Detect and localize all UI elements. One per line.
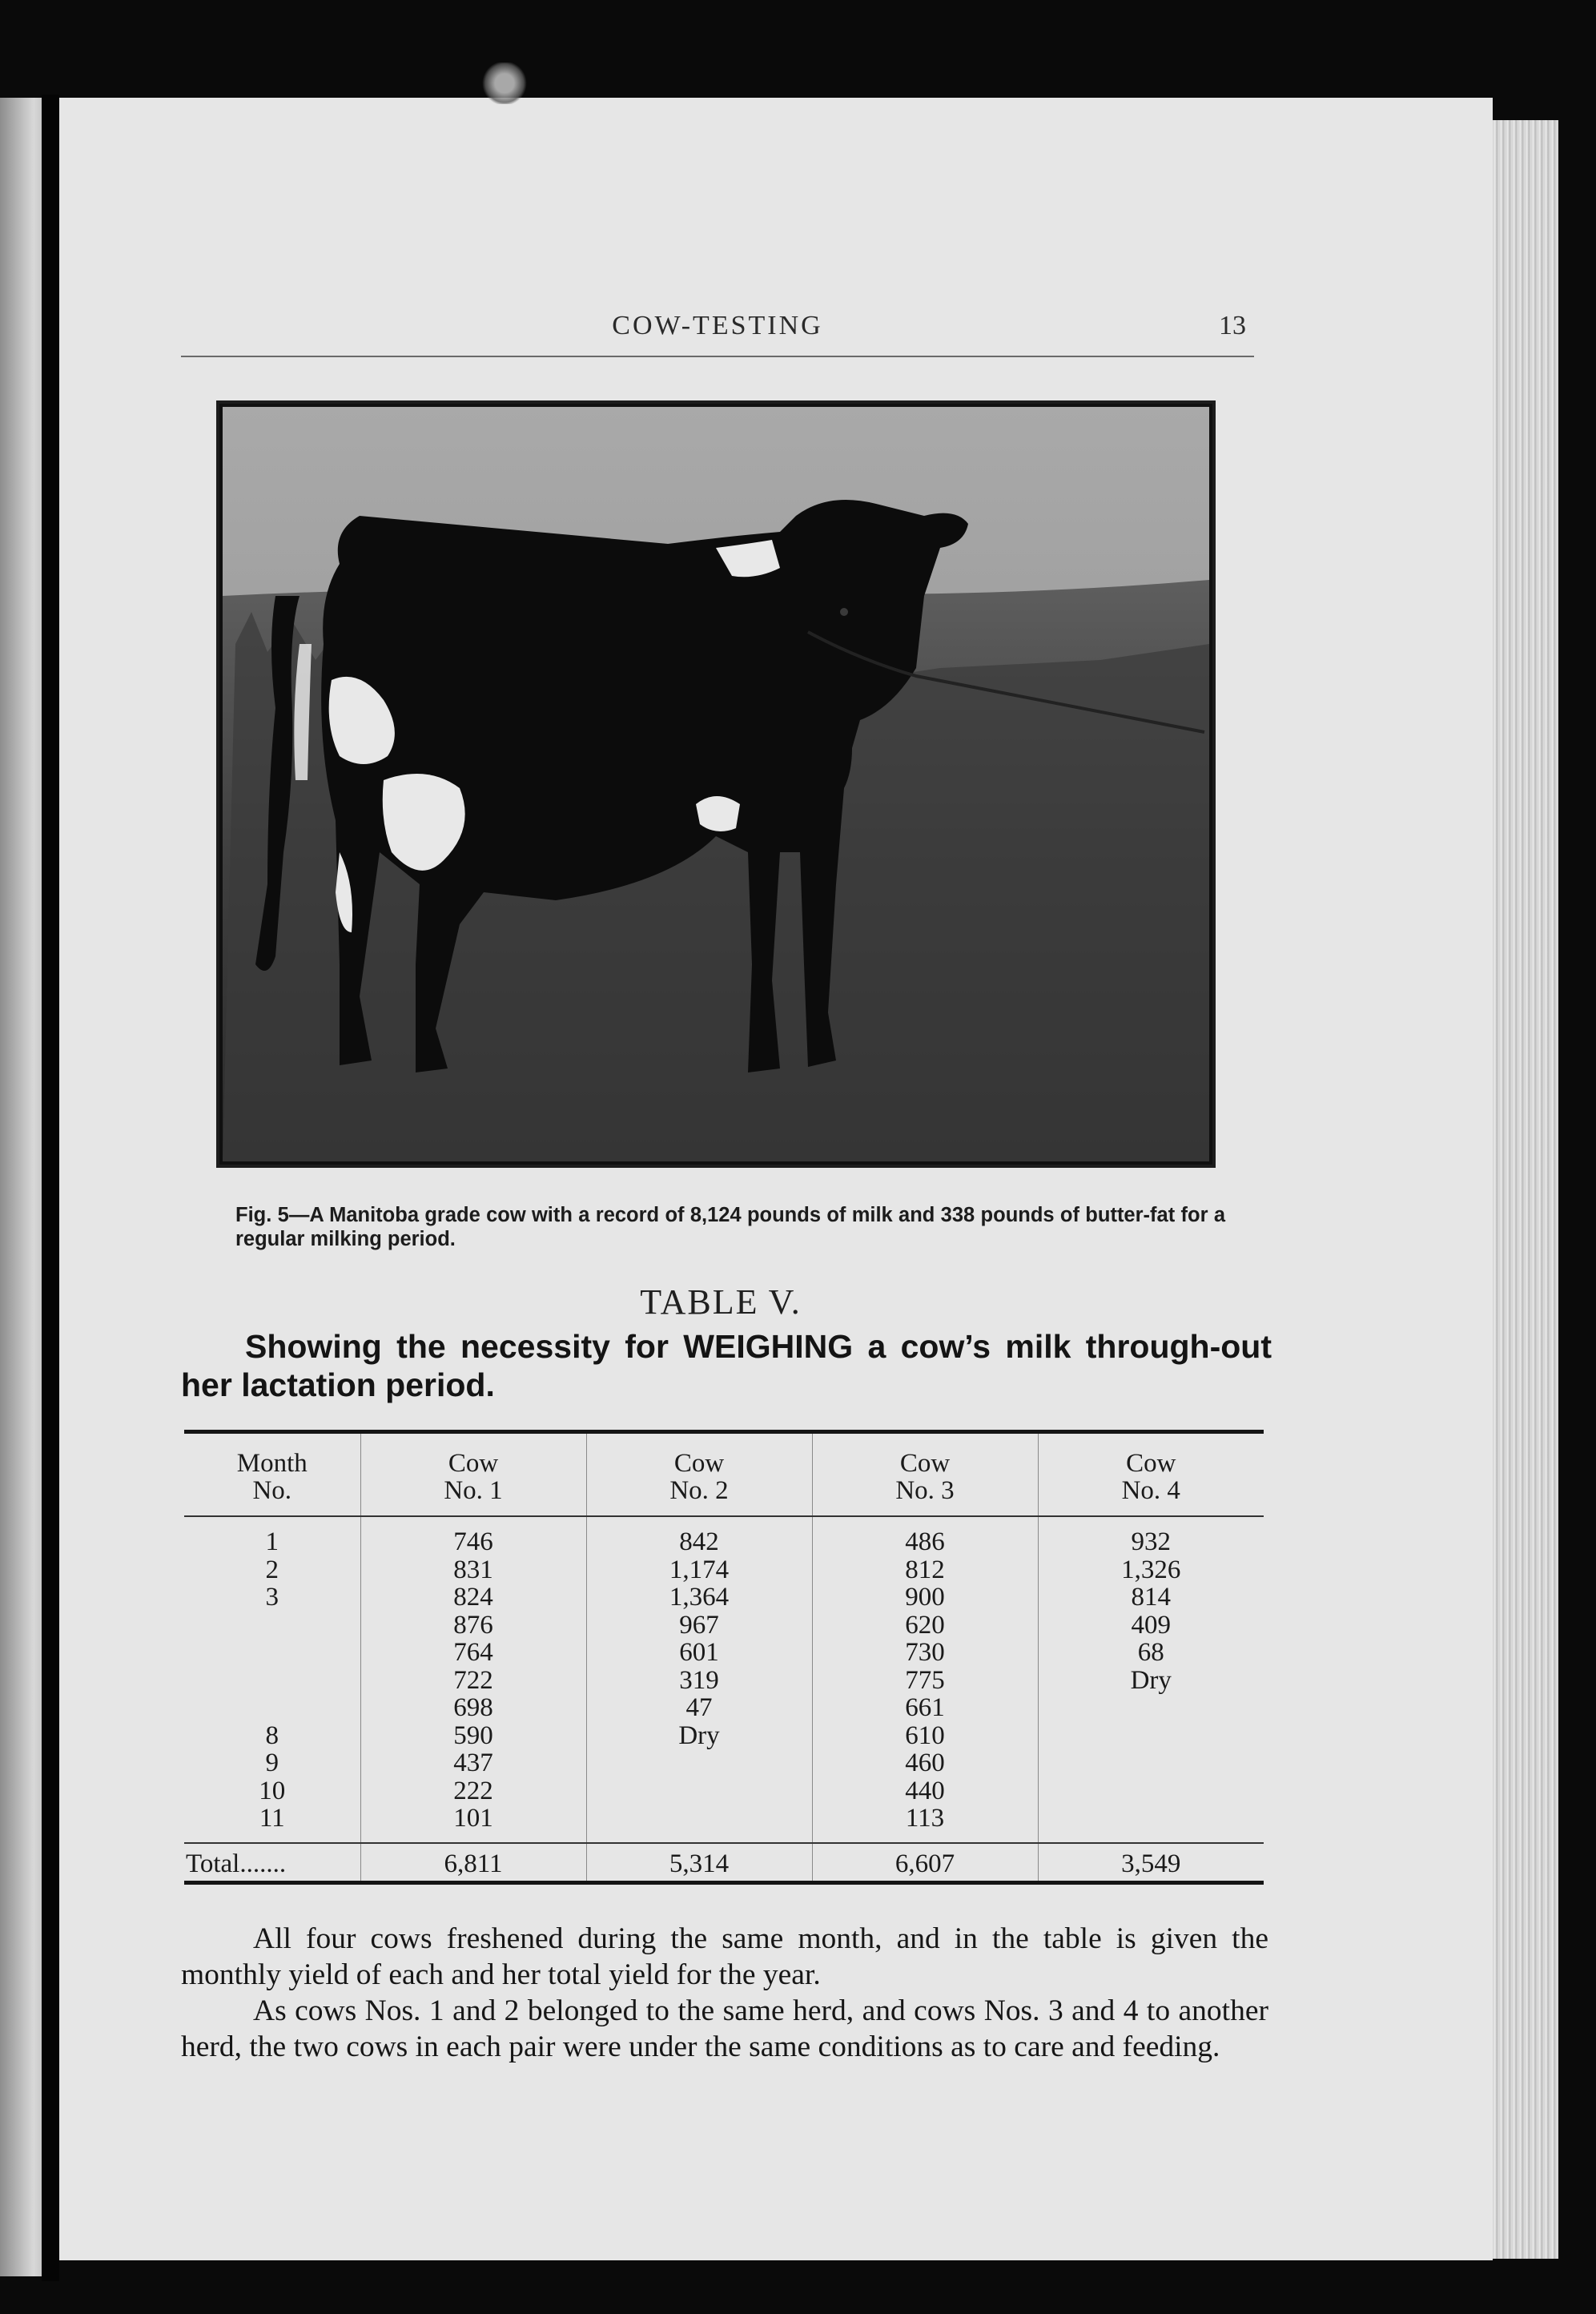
yield-cell: 113	[812, 1805, 1038, 1843]
yield-cell	[586, 1805, 812, 1843]
yield-cell: 601	[586, 1639, 812, 1667]
yield-cell: 68	[1038, 1639, 1264, 1667]
month-cell	[184, 1667, 360, 1695]
month-cell: 10	[259, 1776, 286, 1805]
yield-cell: 437	[360, 1749, 586, 1777]
yield-cell: 486	[812, 1516, 1038, 1556]
page-number: 13	[1219, 311, 1246, 340]
running-title: COW-TESTING	[612, 311, 823, 340]
figure-caption: Fig. 5—A Manitoba grade cow with a record of 8,124 pounds of milk and 338 pounds of butter-fat for a regular milking period.	[235, 1204, 1225, 1250]
table-row	[184, 1612, 1264, 1640]
yield-cell: 746	[360, 1516, 586, 1556]
header-cow-4	[1038, 1432, 1264, 1517]
yield-cell: 814	[1038, 1584, 1264, 1612]
yield-cell: 812	[812, 1556, 1038, 1584]
month-cell: 2	[265, 1555, 279, 1584]
table-row	[184, 1805, 1264, 1843]
table-subtitle: Showing the necessity for WEIGHING a cow’s milk through-out her lactation period.	[181, 1328, 1272, 1403]
month-cell: 8	[265, 1720, 279, 1750]
page-fore-edge	[1493, 120, 1558, 2259]
table-total-row	[184, 1843, 1264, 1883]
month-cell	[184, 1612, 360, 1640]
yield-cell: 1,174	[586, 1556, 812, 1584]
header-line: Cow	[448, 1449, 499, 1478]
total-cell: 3,549	[1038, 1843, 1264, 1883]
yield-cell: 47	[586, 1694, 812, 1722]
yield-cell	[586, 1777, 812, 1805]
month-cell	[184, 1639, 360, 1667]
total-cell: 5,314	[586, 1843, 812, 1883]
yield-cell: 319	[586, 1667, 812, 1695]
yield-cell: 440	[812, 1777, 1038, 1805]
yield-cell: 661	[812, 1694, 1038, 1722]
header-line: No. 3	[895, 1476, 955, 1505]
cow-photograph	[216, 400, 1216, 1168]
header-line: Cow	[673, 1449, 725, 1478]
table-row	[184, 1584, 1264, 1612]
month-cell: 11	[259, 1804, 285, 1833]
yield-cell: Dry	[1038, 1667, 1264, 1695]
yield-cell: 409	[1038, 1612, 1264, 1640]
scan-dust-mark	[480, 62, 529, 104]
table-row	[184, 1639, 1264, 1667]
header-line: No. 4	[1121, 1476, 1180, 1505]
table-row	[184, 1667, 1264, 1695]
yield-cell: 222	[360, 1777, 586, 1805]
header-line: No. 2	[669, 1476, 729, 1505]
yield-cell: 831	[360, 1556, 586, 1584]
yield-cell: 1,326	[1038, 1556, 1264, 1584]
month-cell	[184, 1694, 360, 1722]
yield-cell: 590	[360, 1722, 586, 1750]
left-page-edge	[0, 98, 48, 2276]
header-month	[184, 1432, 360, 1517]
header-line: Month	[236, 1449, 308, 1478]
yield-cell: 876	[360, 1612, 586, 1640]
month-cell: 1	[265, 1527, 279, 1556]
table-row	[184, 1694, 1264, 1722]
yield-cell: 620	[812, 1612, 1038, 1640]
yield-cell: 900	[812, 1584, 1038, 1612]
body-text	[181, 1921, 1268, 2065]
yield-cell	[1038, 1805, 1264, 1843]
yield-cell: 932	[1038, 1516, 1264, 1556]
month-cell: 9	[265, 1749, 279, 1777]
yield-cell: 1,364	[586, 1584, 812, 1612]
header-line: No. 1	[444, 1476, 503, 1505]
table-label: TABLE V.	[640, 1282, 802, 1322]
table-header-row	[184, 1432, 1264, 1517]
yield-cell: 842	[586, 1516, 812, 1556]
paragraph: All four cows freshened during the same month, and in the table is given the monthly yield of each and her total yield for the year.	[181, 1922, 1268, 1991]
header-cow-1	[360, 1432, 586, 1517]
total-cell: 6,811	[360, 1843, 586, 1883]
yield-cell: 722	[360, 1667, 586, 1695]
header-line: Cow	[899, 1449, 951, 1478]
yield-cell: 730	[812, 1639, 1038, 1667]
paragraph: As cows Nos. 1 and 2 belonged to the same herd, and cows Nos. 3 and 4 to another herd, the two cows in each pair were under the same conditions as to care and feeding.	[181, 1994, 1268, 2063]
book-gutter	[42, 95, 59, 2281]
running-head	[181, 311, 1254, 357]
table-row	[184, 1516, 1264, 1556]
table-row	[184, 1722, 1264, 1750]
yield-cell: Dry	[586, 1722, 812, 1750]
header-line: No.	[252, 1476, 292, 1505]
total-cell: 6,607	[812, 1843, 1038, 1883]
yield-cell: 764	[360, 1639, 586, 1667]
yield-cell: 610	[812, 1722, 1038, 1750]
milk-yield-table	[184, 1430, 1264, 1885]
yield-cell: 698	[360, 1694, 586, 1722]
table-row	[184, 1777, 1264, 1805]
yield-cell: 824	[360, 1584, 586, 1612]
yield-cell	[1038, 1722, 1264, 1750]
yield-cell: 460	[812, 1749, 1038, 1777]
yield-cell	[1038, 1694, 1264, 1722]
yield-cell	[586, 1749, 812, 1777]
yield-cell: 775	[812, 1667, 1038, 1695]
month-cell: 3	[265, 1583, 279, 1612]
header-line: Cow	[1126, 1449, 1176, 1478]
header-cow-2	[586, 1432, 812, 1517]
table-row	[184, 1749, 1264, 1777]
total-label: Total.......	[184, 1843, 360, 1883]
yield-cell: 101	[360, 1805, 586, 1843]
yield-cell: 967	[586, 1612, 812, 1640]
table-row	[184, 1556, 1264, 1584]
yield-cell	[1038, 1777, 1264, 1805]
header-cow-3	[812, 1432, 1038, 1517]
yield-cell	[1038, 1749, 1264, 1777]
